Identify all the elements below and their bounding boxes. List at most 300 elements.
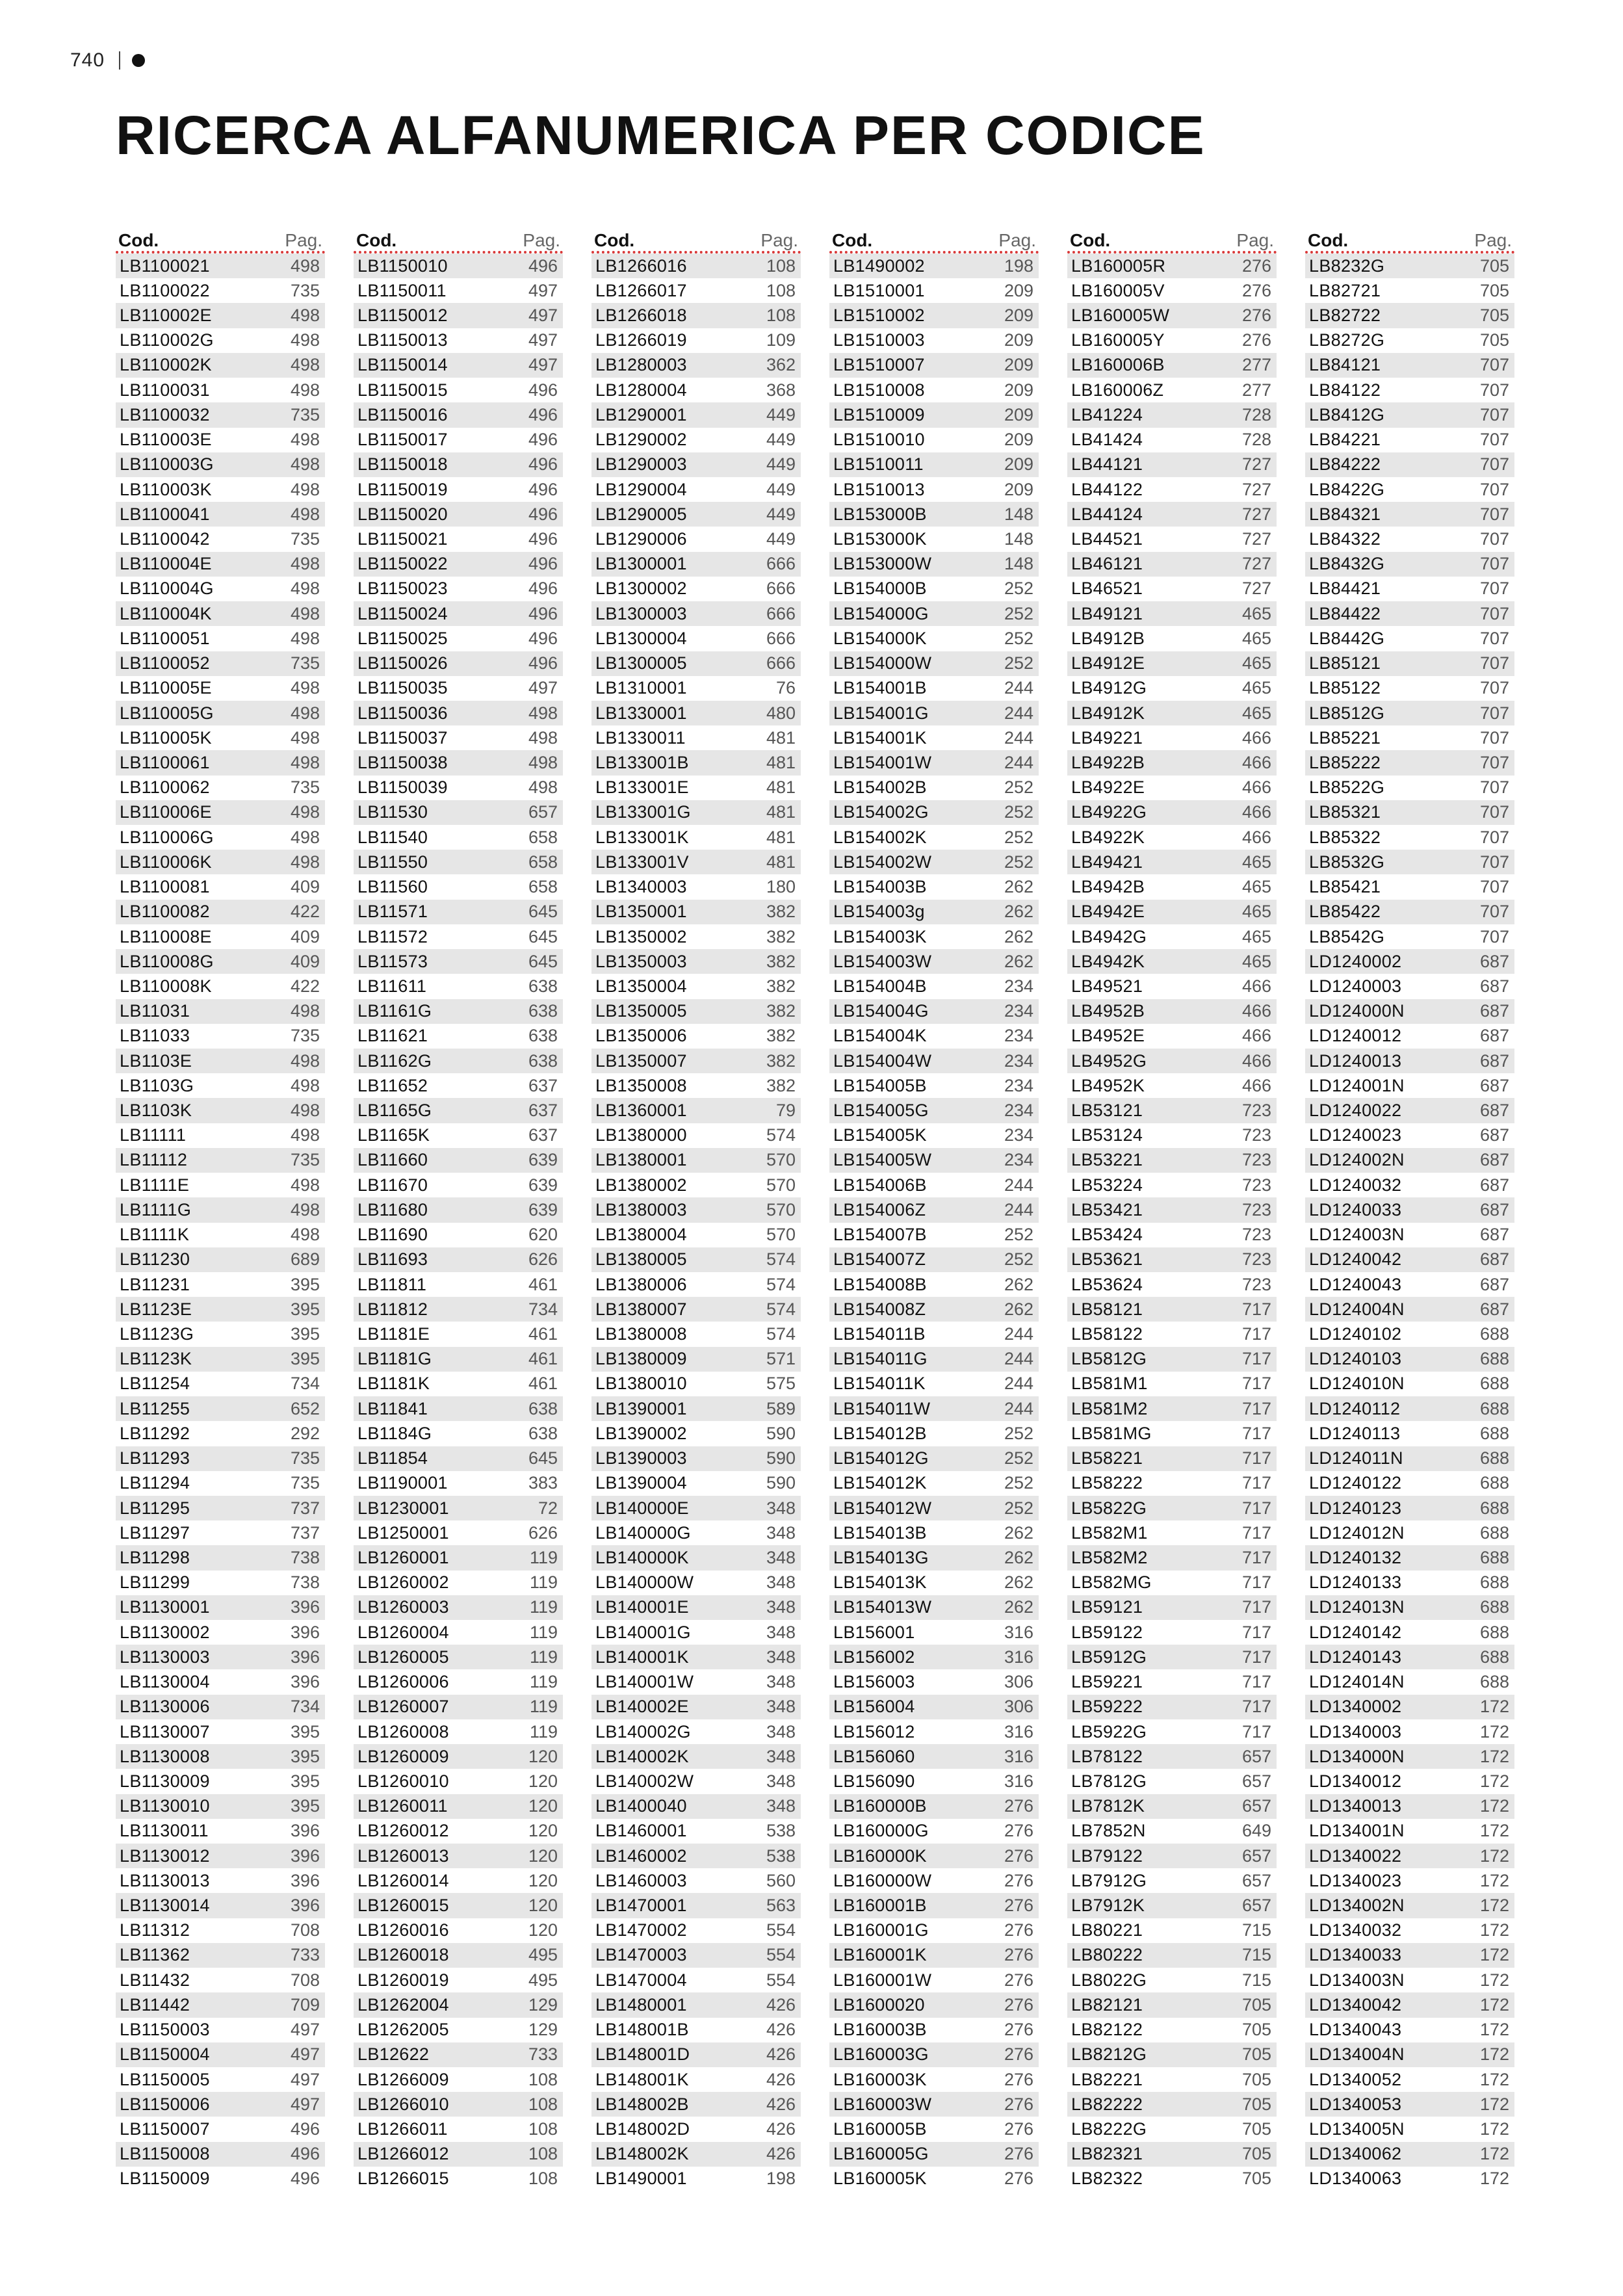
product-code: LB49421 xyxy=(1071,852,1143,872)
product-code: LB1150016 xyxy=(357,404,448,424)
table-row xyxy=(1067,1471,1277,1496)
table-header xyxy=(1067,225,1277,254)
page-reference: 687 xyxy=(1479,1026,1509,1046)
table-row xyxy=(829,402,1039,427)
page-reference: 426 xyxy=(766,2144,796,2164)
page-reference: 707 xyxy=(1479,355,1509,375)
product-code: LB1260019 xyxy=(357,1970,449,1990)
page-reference: 705 xyxy=(1241,2144,1271,2164)
table-row xyxy=(116,1223,325,1247)
product-code: LB160000B xyxy=(833,1796,927,1816)
table-row xyxy=(1305,1049,1514,1073)
product-code: LB11571 xyxy=(357,902,428,922)
table-row xyxy=(354,2018,563,2042)
product-code: LB4912B xyxy=(1071,628,1145,648)
product-code: LB154002G xyxy=(833,802,929,822)
table-row xyxy=(591,1372,801,1396)
page-reference: 396 xyxy=(290,1672,320,1692)
product-code: LB8022G xyxy=(1071,1970,1147,1990)
page-reference: 276 xyxy=(1004,2044,1033,2065)
page-reference: 244 xyxy=(1004,1199,1033,1220)
page-reference: 715 xyxy=(1241,1920,1271,1940)
table-row xyxy=(1067,1868,1277,1893)
page-reference: 687 xyxy=(1479,1249,1509,1270)
page-reference: 638 xyxy=(528,1050,558,1071)
table-row xyxy=(116,626,325,651)
page-reference: 717 xyxy=(1241,1672,1271,1692)
table-row xyxy=(591,999,801,1024)
page-reference: 120 xyxy=(528,1796,558,1816)
page-reference: 396 xyxy=(290,1896,320,1916)
table-row xyxy=(116,1918,325,1943)
product-code: LB110002E xyxy=(120,306,212,326)
page-reference: 244 xyxy=(1004,1398,1033,1418)
product-code: LB80221 xyxy=(1071,1920,1143,1940)
product-code: LB11295 xyxy=(120,1498,190,1518)
product-code: LD1340042 xyxy=(1309,1994,1402,2015)
page-reference: 426 xyxy=(766,2094,796,2114)
product-code: LB8232G xyxy=(1309,255,1385,276)
product-code: LB1390003 xyxy=(595,1448,687,1468)
page-reference: 172 xyxy=(1479,1746,1509,1766)
page-reference: 466 xyxy=(1241,802,1271,822)
product-code: LB1266017 xyxy=(595,280,687,300)
table-row xyxy=(591,2092,801,2117)
page-reference: 461 xyxy=(528,1274,558,1294)
product-code: LB1260012 xyxy=(357,1821,449,1841)
page-reference: 252 xyxy=(1004,777,1033,798)
page-reference: 396 xyxy=(290,1597,320,1617)
product-code: LB1150019 xyxy=(357,479,448,499)
product-code: LB154012G xyxy=(833,1448,929,1468)
page-reference: 395 xyxy=(290,1746,320,1766)
product-code: LB1266011 xyxy=(357,2119,448,2139)
page-reference: 707 xyxy=(1479,603,1509,623)
table-row xyxy=(829,2092,1039,2117)
product-code: LB41224 xyxy=(1071,404,1143,424)
product-code: LB1130006 xyxy=(120,1697,210,1717)
product-code: LB154000K xyxy=(833,628,927,648)
page-reference: 108 xyxy=(528,2069,558,2089)
table-row xyxy=(829,850,1039,874)
product-code: LB1260018 xyxy=(357,1945,449,1965)
product-code: LB160001K xyxy=(833,1945,927,1965)
product-code: LB1260007 xyxy=(357,1697,449,1717)
table-row xyxy=(354,1819,563,1844)
page-reference: 395 xyxy=(290,1349,320,1369)
product-code: LD124011N xyxy=(1309,1448,1403,1468)
table-row xyxy=(354,1769,563,1794)
product-code: LB154000W xyxy=(833,653,932,673)
product-code: LB1230001 xyxy=(357,1498,449,1518)
product-code: LB1250001 xyxy=(357,1522,449,1543)
table-row xyxy=(116,1297,325,1322)
table-row xyxy=(829,1893,1039,1918)
page-reference: 734 xyxy=(528,1299,558,1319)
page-reference: 658 xyxy=(528,852,558,872)
page-reference: 422 xyxy=(290,976,320,996)
page-reference: 688 xyxy=(1479,1647,1509,1667)
table-row xyxy=(354,800,563,825)
page-reference: 119 xyxy=(529,1647,558,1667)
page-reference: 638 xyxy=(528,1026,558,1046)
table-row xyxy=(1305,651,1514,676)
table-row xyxy=(829,1645,1039,1669)
product-code: LB148002K xyxy=(595,2144,689,2164)
table-row xyxy=(829,974,1039,998)
product-code: LB1510001 xyxy=(833,280,925,300)
product-code: LB140001K xyxy=(595,1647,689,1667)
page-reference: 645 xyxy=(528,902,558,922)
product-code: LB1260001 xyxy=(357,1547,449,1567)
product-code: LB1350008 xyxy=(595,1075,687,1095)
product-code: LB1150037 xyxy=(357,727,448,748)
page-reference: 727 xyxy=(1241,579,1271,599)
page-reference: 496 xyxy=(528,380,558,400)
table-row xyxy=(1305,1173,1514,1197)
table-header xyxy=(829,225,1039,254)
product-code: LB8412G xyxy=(1309,404,1385,424)
page-reference: 252 xyxy=(1004,1473,1033,1493)
page-reference: 481 xyxy=(766,727,796,748)
product-code: LB7812G xyxy=(1071,1771,1147,1791)
product-code: LB4942G xyxy=(1071,926,1147,946)
column-header-code: Cod. xyxy=(832,230,873,250)
table-row xyxy=(1305,2018,1514,2042)
page-reference: 348 xyxy=(766,1572,796,1593)
table-row xyxy=(1067,1819,1277,1844)
product-code: LB8272G xyxy=(1309,330,1385,350)
page-reference: 172 xyxy=(1479,1970,1509,1990)
product-code: LB110003G xyxy=(120,454,214,475)
product-code: LD1240132 xyxy=(1309,1547,1402,1567)
table-row xyxy=(1305,1123,1514,1148)
page-reference: 234 xyxy=(1004,1075,1033,1095)
product-code: LB1260004 xyxy=(357,1622,449,1642)
page-reference: 688 xyxy=(1479,1522,1509,1543)
product-code: LB1100062 xyxy=(120,777,210,798)
table-row xyxy=(116,1595,325,1620)
page-reference: 426 xyxy=(766,1994,796,2015)
product-code: LB4952G xyxy=(1071,1050,1147,1071)
code-table-3 xyxy=(591,225,801,2191)
table-row xyxy=(1067,1769,1277,1794)
table-row xyxy=(591,1545,801,1570)
product-code: LB4912E xyxy=(1071,653,1145,673)
page-reference: 108 xyxy=(766,306,796,326)
page-reference: 466 xyxy=(1241,1075,1271,1095)
product-code: LD1340022 xyxy=(1309,1846,1402,1866)
product-code: LB11680 xyxy=(357,1199,428,1220)
table-row xyxy=(829,1719,1039,1744)
table-row xyxy=(1305,825,1514,850)
product-code: LB1600020 xyxy=(833,1994,925,2015)
product-code: LB133001V xyxy=(595,852,689,872)
page-reference: 496 xyxy=(290,2119,320,2139)
page-reference: 707 xyxy=(1479,752,1509,772)
page-reference: 262 xyxy=(1004,1299,1033,1319)
table-row xyxy=(1067,750,1277,775)
table-row xyxy=(1067,900,1277,924)
page-reference: 498 xyxy=(290,678,320,698)
page-reference: 209 xyxy=(1004,454,1033,475)
page-reference: 497 xyxy=(528,355,558,375)
table-row xyxy=(1305,1372,1514,1396)
table-row xyxy=(116,2018,325,2042)
page-reference: 497 xyxy=(290,2069,320,2089)
table-row xyxy=(116,1347,325,1372)
page-reference: 348 xyxy=(766,1547,796,1567)
table-row xyxy=(116,874,325,899)
product-code: LB1165K xyxy=(357,1125,430,1145)
table-row xyxy=(116,353,325,378)
table-row xyxy=(591,1073,801,1098)
page-reference: 737 xyxy=(290,1522,320,1543)
page-reference: 687 xyxy=(1479,1050,1509,1071)
table-row xyxy=(1305,850,1514,874)
page-reference: 727 xyxy=(1241,504,1271,524)
table-row xyxy=(829,1347,1039,1372)
product-code: LB1300002 xyxy=(595,579,687,599)
page-reference: 498 xyxy=(528,752,558,772)
product-code: LB581M1 xyxy=(1071,1374,1148,1394)
product-code: LB1165G xyxy=(357,1101,432,1121)
product-code: LD1240133 xyxy=(1309,1572,1402,1593)
product-code: LB1350007 xyxy=(595,1050,687,1071)
table-row xyxy=(1305,1992,1514,2017)
table-row xyxy=(591,1173,801,1197)
product-code: LB11693 xyxy=(357,1249,428,1270)
table-row xyxy=(591,1992,801,2017)
product-code: LB140002E xyxy=(595,1697,689,1717)
page-reference: 707 xyxy=(1479,380,1509,400)
table-row xyxy=(591,1620,801,1645)
table-row xyxy=(354,825,563,850)
table-row xyxy=(1067,676,1277,701)
table-row xyxy=(354,1520,563,1545)
page-reference: 666 xyxy=(766,653,796,673)
product-code: LB1100052 xyxy=(120,653,210,673)
table-row xyxy=(1305,378,1514,402)
page-reference: 172 xyxy=(1479,2044,1509,2065)
page-reference: 198 xyxy=(766,2169,796,2189)
table-row xyxy=(1305,2042,1514,2067)
table-row xyxy=(829,303,1039,328)
table-row xyxy=(354,2092,563,2117)
table-row xyxy=(1305,1868,1514,1893)
page-reference: 645 xyxy=(528,926,558,946)
page-reference: 382 xyxy=(766,976,796,996)
table-row xyxy=(591,1943,801,1968)
product-code: LB1103E xyxy=(120,1050,192,1071)
page-reference: 570 xyxy=(766,1225,796,1245)
table-row xyxy=(354,2142,563,2167)
product-code: LB154006B xyxy=(833,1175,927,1195)
table-row xyxy=(1305,800,1514,825)
product-code: LD124003N xyxy=(1309,1225,1405,1245)
page-reference: 172 xyxy=(1479,1721,1509,1742)
product-code: LB4922E xyxy=(1071,777,1145,798)
product-code: LB1100042 xyxy=(120,529,210,549)
page-reference: 120 xyxy=(528,1771,558,1791)
product-code: LD1240002 xyxy=(1309,951,1402,971)
page-reference: 498 xyxy=(290,1001,320,1021)
page-reference: 465 xyxy=(1241,678,1271,698)
product-code: LB1150005 xyxy=(120,2069,210,2089)
table-row xyxy=(116,949,325,974)
page-reference: 209 xyxy=(1004,280,1033,300)
product-code: LB148001B xyxy=(595,2020,689,2040)
table-row xyxy=(1067,1098,1277,1123)
page-reference: 498 xyxy=(290,802,320,822)
table-row xyxy=(116,2117,325,2141)
product-code: LB154011K xyxy=(833,1374,926,1394)
product-code: LB110003K xyxy=(120,479,212,499)
page-reference: 590 xyxy=(766,1473,796,1493)
product-code: LB156090 xyxy=(833,1771,915,1791)
table-row xyxy=(354,874,563,899)
table-row xyxy=(1067,527,1277,551)
page-reference: 498 xyxy=(290,1225,320,1245)
table-row xyxy=(591,974,801,998)
product-code: LB11112 xyxy=(120,1150,188,1170)
product-code: LB1390002 xyxy=(595,1423,687,1443)
table-row xyxy=(1305,2142,1514,2167)
product-code: LB156002 xyxy=(833,1647,915,1667)
table-row xyxy=(591,1571,801,1595)
column-header-code: Cod. xyxy=(118,230,159,250)
product-code: LB11560 xyxy=(357,877,428,897)
table-row xyxy=(591,825,801,850)
table-row xyxy=(116,1645,325,1669)
product-code: LB160003W xyxy=(833,2094,932,2114)
page-reference: 707 xyxy=(1479,852,1509,872)
product-code: LB1150020 xyxy=(357,504,448,524)
page-reference: 461 xyxy=(528,1349,558,1369)
table-row xyxy=(1067,477,1277,502)
product-code: LB1130008 xyxy=(120,1746,210,1766)
table-row xyxy=(354,1347,563,1372)
product-code: LB160005R xyxy=(1071,255,1166,276)
product-code: LB12622 xyxy=(357,2044,430,2065)
header-divider xyxy=(119,51,120,70)
page-reference: 554 xyxy=(766,1970,796,1990)
product-code: LB154005B xyxy=(833,1075,927,1095)
table-row xyxy=(1305,1272,1514,1297)
product-code: LB11254 xyxy=(120,1374,190,1394)
product-code: LB154001W xyxy=(833,752,932,772)
product-code: LB1103K xyxy=(120,1101,192,1121)
product-code: LB1123K xyxy=(120,1349,192,1369)
page-reference: 348 xyxy=(766,1647,796,1667)
page-reference: 637 xyxy=(528,1125,558,1145)
product-code: LB154012W xyxy=(833,1498,932,1518)
product-code: LB160003B xyxy=(833,2020,927,2040)
page-reference: 449 xyxy=(766,430,796,450)
table-row xyxy=(829,552,1039,577)
product-code: LB160005W xyxy=(1071,306,1170,326)
product-code: LB1100022 xyxy=(120,280,210,300)
product-code: LD134000N xyxy=(1309,1746,1405,1766)
page-reference: 252 xyxy=(1004,1225,1033,1245)
table-row xyxy=(354,1446,563,1471)
page-reference: 497 xyxy=(528,280,558,300)
product-code: LB154003g xyxy=(833,902,925,922)
table-row xyxy=(591,1223,801,1247)
product-code: LB11294 xyxy=(120,1473,190,1493)
table-row xyxy=(354,278,563,303)
table-row xyxy=(116,1471,325,1496)
page-reference: 306 xyxy=(1004,1672,1033,1692)
page-reference: 498 xyxy=(290,752,320,772)
table-row xyxy=(1067,1968,1277,1992)
page-reference: 707 xyxy=(1479,579,1509,599)
page-reference: 276 xyxy=(1004,2069,1033,2089)
page-reference: 715 xyxy=(1241,1945,1271,1965)
product-code: LB4952B xyxy=(1071,1001,1145,1021)
page-reference: 466 xyxy=(1241,976,1271,996)
table-row xyxy=(829,1123,1039,1148)
table-row xyxy=(354,701,563,725)
product-code: LB11362 xyxy=(120,1945,190,1965)
table-row xyxy=(591,1297,801,1322)
table-row xyxy=(829,1794,1039,1819)
table-row xyxy=(1067,1695,1277,1719)
page-reference: 638 xyxy=(528,1398,558,1418)
product-code: LB140001G xyxy=(595,1622,691,1642)
product-code: LB59122 xyxy=(1071,1622,1143,1642)
table-row xyxy=(354,1496,563,1520)
page-reference: 737 xyxy=(290,1498,320,1518)
product-code: LB160001G xyxy=(833,1920,929,1940)
table-row xyxy=(1067,776,1277,800)
table-row xyxy=(354,353,563,378)
table-row xyxy=(354,428,563,452)
product-code: LB110004E xyxy=(120,554,212,574)
product-code: LB1380001 xyxy=(595,1150,687,1170)
product-code: LB53421 xyxy=(1071,1199,1143,1220)
table-row xyxy=(1067,1173,1277,1197)
product-code: LB58221 xyxy=(1071,1448,1143,1468)
page-reference: 209 xyxy=(1004,330,1033,350)
product-code: LB53124 xyxy=(1071,1125,1143,1145)
table-row xyxy=(591,452,801,477)
table-row xyxy=(591,402,801,427)
product-code: LB1130014 xyxy=(120,1896,210,1916)
table-row xyxy=(354,1719,563,1744)
table-row xyxy=(591,651,801,676)
product-code: LB7852N xyxy=(1071,1821,1146,1841)
product-code: LB53221 xyxy=(1071,1150,1143,1170)
product-code: LB11660 xyxy=(357,1150,428,1170)
page-reference: 709 xyxy=(290,1994,320,2015)
product-code: LB154003W xyxy=(833,951,932,971)
table-row xyxy=(116,1024,325,1049)
product-code: LB110006E xyxy=(120,802,212,822)
table-row xyxy=(354,303,563,328)
table-row xyxy=(354,1024,563,1049)
product-code: LB1130004 xyxy=(120,1672,210,1692)
page-reference: 723 xyxy=(1241,1225,1271,1245)
page-reference: 498 xyxy=(290,479,320,499)
page-reference: 262 xyxy=(1004,1597,1033,1617)
product-code: LD134002N xyxy=(1309,1896,1405,1916)
product-code: LB8512G xyxy=(1309,703,1385,723)
product-code: LB82322 xyxy=(1071,2169,1143,2189)
table-row xyxy=(354,552,563,577)
page-reference: 723 xyxy=(1241,1125,1271,1145)
page-reference: 707 xyxy=(1479,827,1509,847)
